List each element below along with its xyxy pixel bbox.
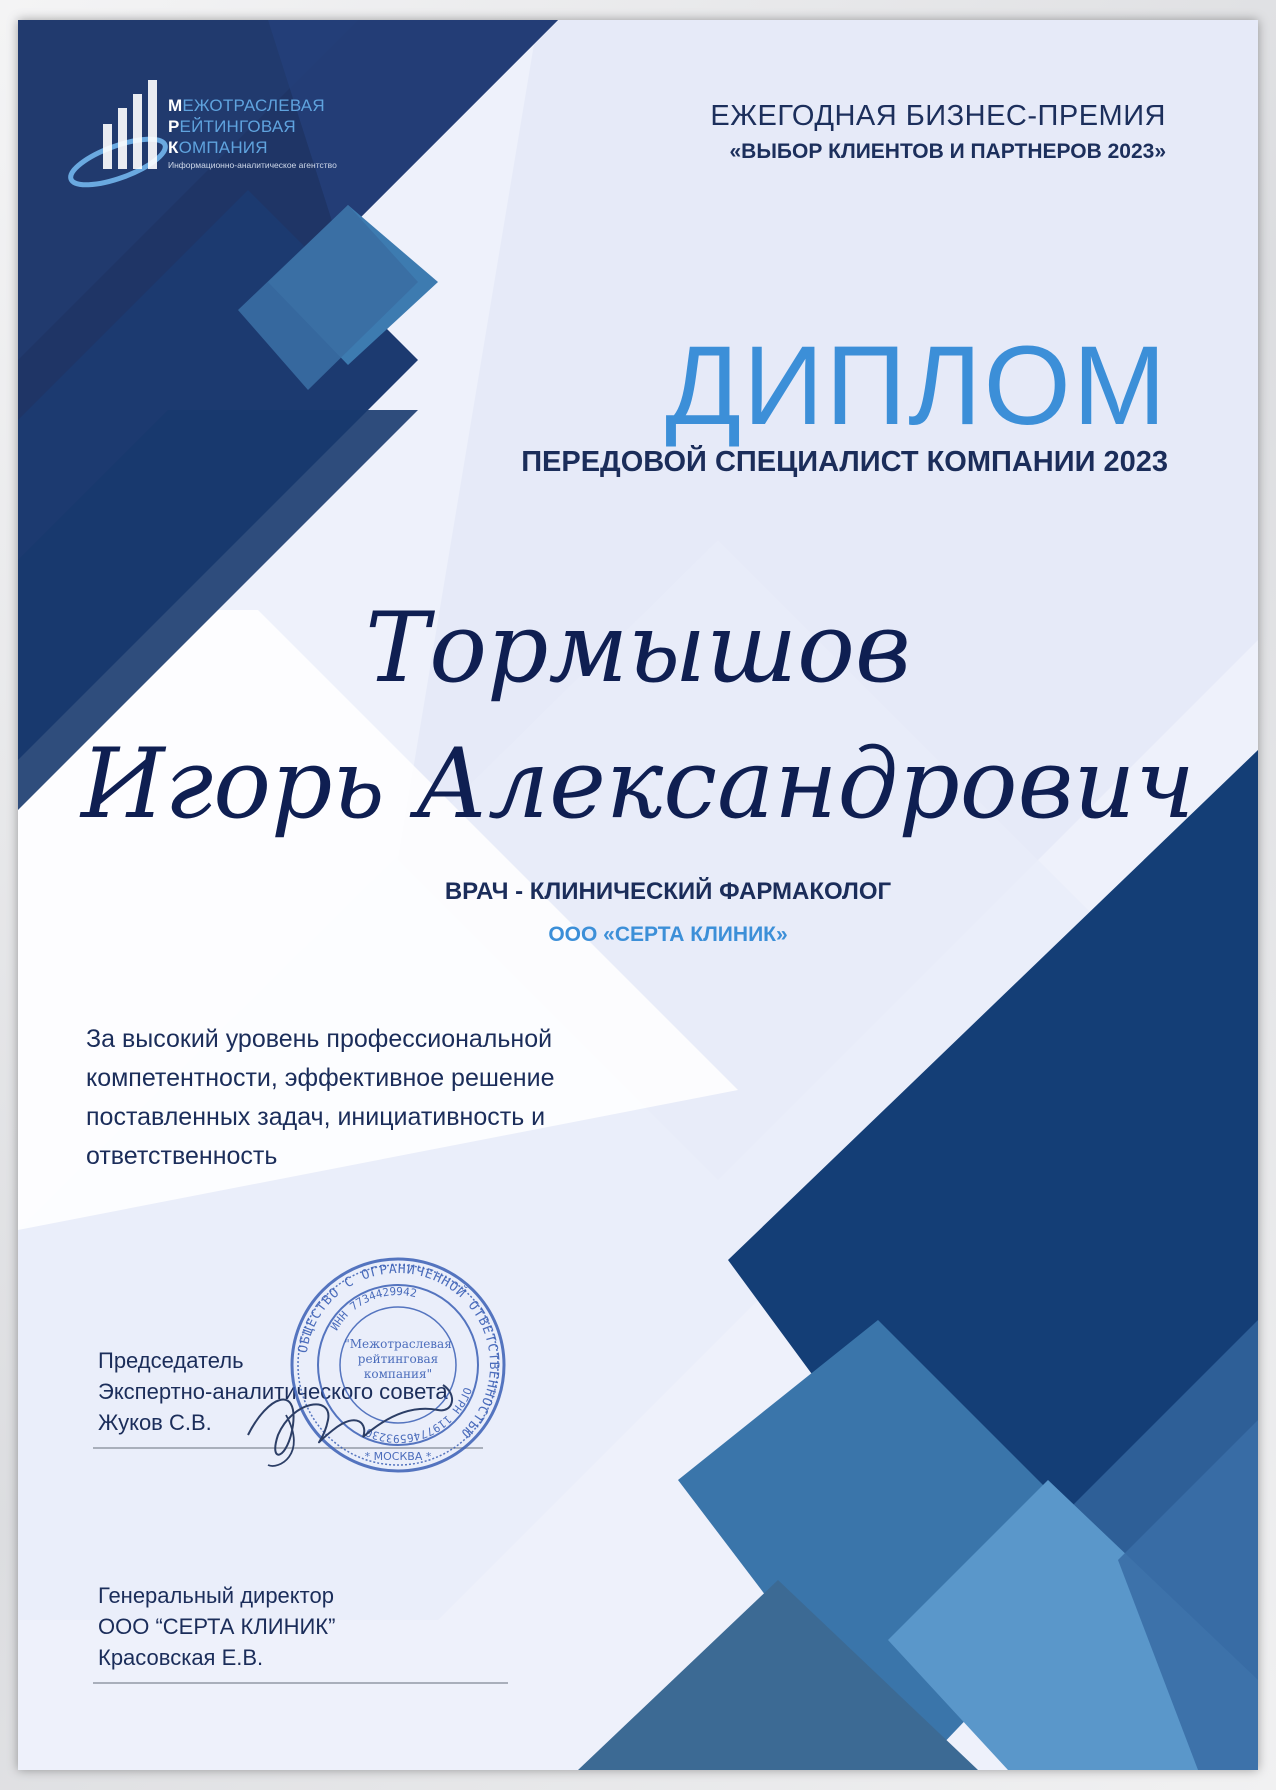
recipient-position: ВРАЧ - КЛИНИЧЕСКИЙ ФАРМАКОЛОГ xyxy=(444,878,892,905)
signature-person: Жуков С.В. xyxy=(98,1410,212,1435)
logo-line-2: РЕЙТИНГОВАЯ xyxy=(168,117,296,136)
seal-inn: ИНН 7734429942 xyxy=(328,1284,418,1333)
diploma-title: ДИПЛОМ xyxy=(665,323,1168,448)
signature-organization: Экспертно-аналитического совета xyxy=(98,1379,448,1404)
seal-ogrn: ОГРН 1197746593230 xyxy=(363,1385,475,1446)
seal-center-text: "Межотраслевая рейтинговая компания" xyxy=(344,1337,452,1381)
logo-line-3: КОМПАНИЯ xyxy=(168,138,268,157)
signature-role: Генеральный директор xyxy=(98,1583,334,1608)
diploma-sheet xyxy=(18,20,1258,1770)
signature-person: Красовская Е.В. xyxy=(98,1645,264,1670)
signature-line xyxy=(93,1682,508,1684)
logo-emblem-icon xyxy=(63,72,173,192)
signature-block-director xyxy=(98,1580,335,1673)
award-subheading: «ВЫБОР КЛИЕНТОВ И ПАРТНЕРОВ 2023» xyxy=(729,140,1166,163)
nomination: ПЕРЕДОВОЙ СПЕЦИАЛИСТ КОМПАНИИ 2023 xyxy=(521,446,1168,478)
handwritten-signature xyxy=(238,1365,468,1475)
award-reason: За высокий уровень профессиональной компетентности, эффективное решение поставленных задач, инициативность и ответственность xyxy=(86,1025,555,1170)
seal-city: * МОСКВА * xyxy=(364,1450,432,1463)
recipient-company: ООО «СЕРТА КЛИНИК» xyxy=(548,923,788,946)
seal-outer-text: ОБЩЕСТВО С ОГРАНИЧЕННОЙ ОТВЕТСТВЕННОСТЬЮ xyxy=(295,1261,502,1441)
recipient-surname: Тормышов xyxy=(365,592,911,704)
logo-line-1: МЕЖОТРАСЛЕВАЯ xyxy=(168,96,325,115)
recipient-name: Игорь Александрович xyxy=(81,728,1195,840)
award-heading: ЕЖЕГОДНАЯ БИЗНЕС-ПРЕМИЯ xyxy=(710,100,1166,132)
logo-subtitle: Информационно-аналитическое агентство xyxy=(168,160,337,170)
signature-organization: ООО “СЕРТА КЛИНИК” xyxy=(98,1614,336,1639)
signature-role: Председатель xyxy=(98,1348,244,1373)
logo-text xyxy=(168,95,337,170)
